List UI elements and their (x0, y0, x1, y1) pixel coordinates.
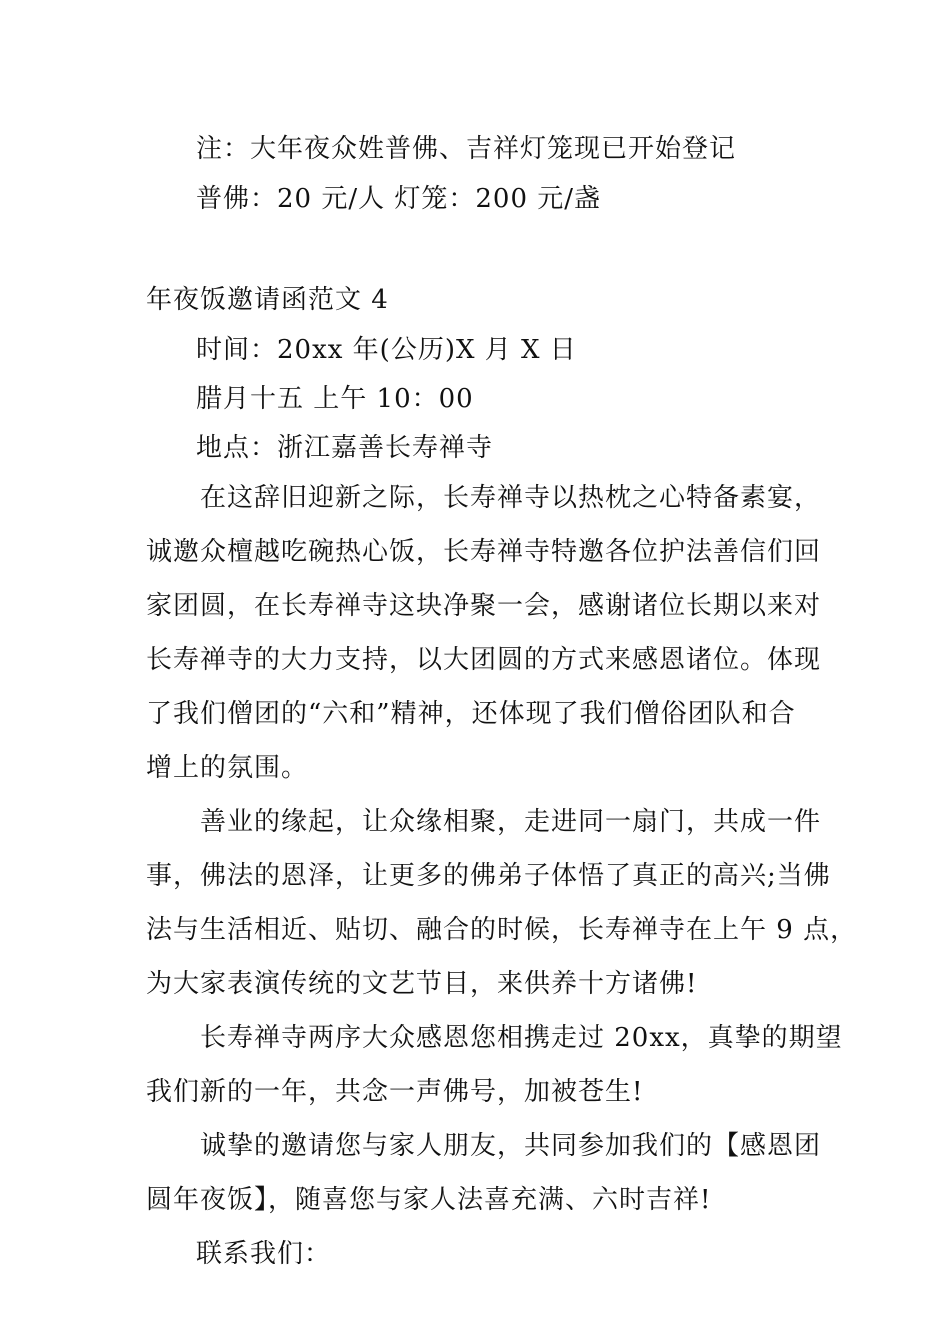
paragraph-line: 家团圆，在长寿禅寺这块净聚一会，感谢诸位长期以来对 (146, 591, 822, 621)
time-line: 时间：20xx 年(公历)X 月 X 日 (196, 335, 577, 365)
paragraph-line: 事，佛法的恩泽，让更多的佛弟子体悟了真正的高兴;当佛 (146, 861, 831, 891)
place-line: 地点：浙江嘉善长寿禅寺 (196, 433, 494, 463)
section-title: 年夜饭邀请函范文 4 (146, 285, 389, 315)
paragraph-line: 了我们僧团的“六和”精神，还体现了我们僧俗团队和合 (146, 699, 796, 729)
paragraph-line: 在这辞旧迎新之际，长寿禅寺以热枕之心特备素宴， (200, 483, 822, 513)
lunar-date-line: 腊月十五 上午 10：00 (196, 384, 474, 414)
paragraph-line: 长寿禅寺两序大众感恩您相携走过 20xx，真挚的期望 (200, 1023, 843, 1053)
paragraph-line: 增上的氛围。 (146, 753, 309, 783)
paragraph-line: 长寿禅寺的大力支持，以大团圆的方式来感恩诸位。体现 (146, 645, 822, 675)
contact-line: 联系我们： (196, 1239, 332, 1269)
paragraph-line: 我们新的一年，共念一声佛号，加被苍生! (146, 1077, 644, 1107)
paragraph-line: 为大家表演传统的文艺节目，来供养十方诸佛! (146, 969, 698, 999)
paragraph-line: 圆年夜饭】，随喜您与家人法喜充满、六时吉祥! (146, 1185, 712, 1215)
paragraph-line: 善业的缘起，让众缘相聚，走进同一扇门，共成一件 (200, 807, 822, 837)
note-line: 注：大年夜众姓普佛、吉祥灯笼现已开始登记 (196, 134, 737, 164)
paragraph-line: 诚挚的邀请您与家人朋友，共同参加我们的【感恩团 (200, 1131, 822, 1161)
price-line: 普佛：20 元/人 灯笼：200 元/盏 (196, 184, 602, 214)
paragraph-line: 诚邀众檀越吃碗热心饭，长寿禅寺特邀各位护法善信们回 (146, 537, 822, 567)
paragraph-line: 法与生活相近、贴切、融合的时候，长寿禅寺在上午 9 点， (146, 915, 858, 945)
